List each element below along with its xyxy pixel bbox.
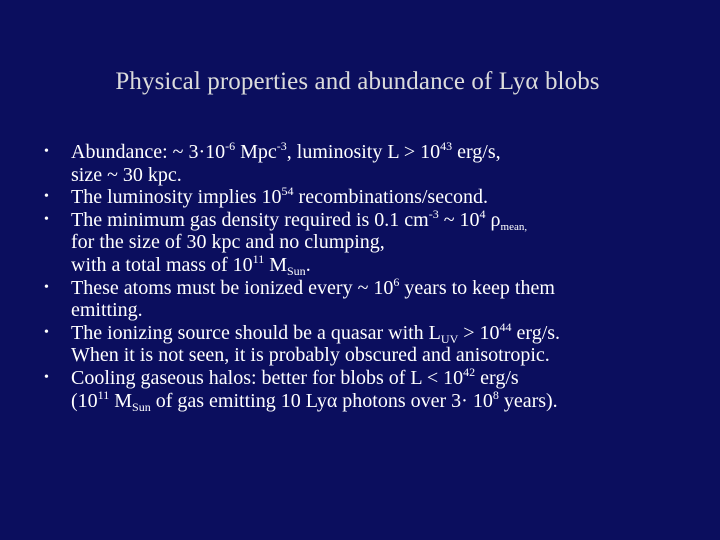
bullet-icon: •	[44, 144, 49, 159]
bullet-item-cooling-halos: • Cooling gaseous halos: better for blobs of $L < 10^{42}$ erg/s ($10^{11}$ $M_{Sun}$ of gas emitting 10 Lyα photons over $3\cdot 10^8$ years).	[44, 364, 558, 414]
bullet-item-ionized: • These atoms must be ionized every ~ $10^6$ years to keep them emitting.	[44, 274, 555, 322]
bullet-item-luminosity: • The luminosity implies $10^{54}$ recombinations/second.	[44, 184, 488, 209]
bullet-item-abundance: • Abundance: ~ $3\cdot 10^{-6}$ Mpc$^{-3}$, luminosity $L > 10^{43}$ erg/s, size ~ 30 kpc.	[44, 139, 501, 186]
bullet-icon: •	[44, 279, 49, 295]
bullet-list	[44, 141, 704, 412]
bullet-icon: •	[44, 324, 49, 340]
slide-title	[0, 68, 715, 96]
bullet-icon: •	[44, 369, 49, 385]
title-tail: blobs	[538, 68, 600, 95]
bullet-icon: •	[44, 189, 49, 205]
title-alpha: α	[525, 68, 539, 95]
bullet-item-gas-density: • The minimum gas density required is 0.1 $cm^{-3}$ ~ $10^4$ $\rho_{mean,}$ for the size of 30 kpc and no clumping, with a total mass of $10^{11}$ $M_{Sun}$.	[44, 206, 528, 278]
bullet-item-ionizing-source: • The ionizing source should be a quasar with $L_{UV} > 10^{44}$ erg/s. When it is not seen, it is probably obscured and anisotropic.	[44, 319, 561, 367]
title-text: Physical properties and abundance of Ly	[115, 68, 526, 95]
bullet-icon: •	[44, 211, 49, 227]
